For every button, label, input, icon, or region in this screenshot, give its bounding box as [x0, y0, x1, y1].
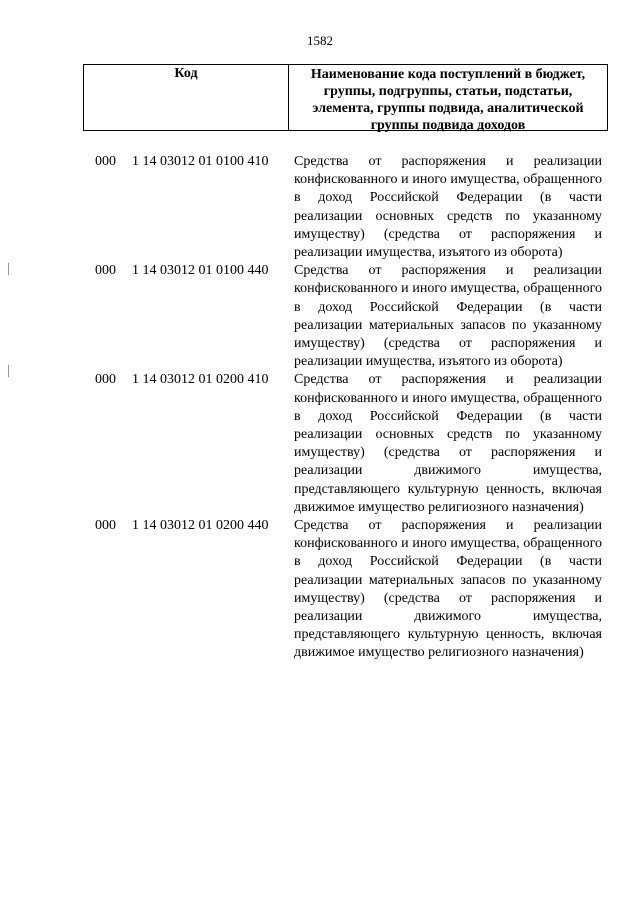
row-description: Средства от распоряжения и реализации конфискованного и иного имущества, обращенного в доход Российской Федерации (в части реализации основных средств по указанному имуществу) (средства от распоряжения и реализации движимого имущества, представляющего культурную ценность, включая движимое имущество религиозного назначения)	[294, 372, 602, 515]
row-admin-code: 000	[95, 372, 116, 388]
table-header	[83, 64, 608, 131]
table-row	[0, 153, 640, 262]
page-number: 1582	[307, 33, 333, 48]
header-name: Наименование кода поступлений в бюджет, группы, подгруппы, статьи, подстатьи, элемента, группы подвида, аналитической группы подвида доходов	[310, 67, 586, 133]
row-revenue-code: 1 14 03012 01 0200 410	[132, 372, 269, 388]
table-row	[0, 517, 640, 663]
row-admin-code: 000	[95, 263, 116, 279]
row-revenue-code: 1 14 03012 01 0200 440	[132, 518, 269, 534]
row-revenue-code: 1 14 03012 01 0100 440	[132, 263, 269, 279]
header-code: Код	[84, 65, 289, 130]
revenue-code-list	[0, 153, 640, 663]
table-row	[0, 262, 640, 371]
table-row	[0, 371, 640, 517]
scan-margin-mark	[8, 365, 9, 377]
row-description: Средства от распоряжения и реализации конфискованного и иного имущества, обращенного в доход Российской Федерации (в части реализации материальных запасов по указанному имуществу) (средства от распоряжения и реализации движимого имущества, представляющего культурную ценность, включая движимое имущество религиозного назначения)	[294, 518, 602, 661]
row-revenue-code: 1 14 03012 01 0100 410	[132, 154, 269, 169]
row-description: Средства от распоряжения и реализации конфискованного и иного имущества, обращенного в доход Российской Федерации (в части реализации основных средств по указанному имуществу) (средства от распоряжения и реализации имущества, изъятого из оборота)	[294, 154, 602, 261]
row-admin-code: 000	[95, 518, 116, 534]
row-description: Средства от распоряжения и реализации конфискованного и иного имущества, обращенного в доход Российской Федерации (в части реализации материальных запасов по указанному имуществу) (средства от распоряжения и реализации имущества, изъятого из оборота)	[294, 263, 602, 370]
row-admin-code: 000	[95, 154, 116, 169]
scan-margin-mark	[8, 263, 9, 275]
